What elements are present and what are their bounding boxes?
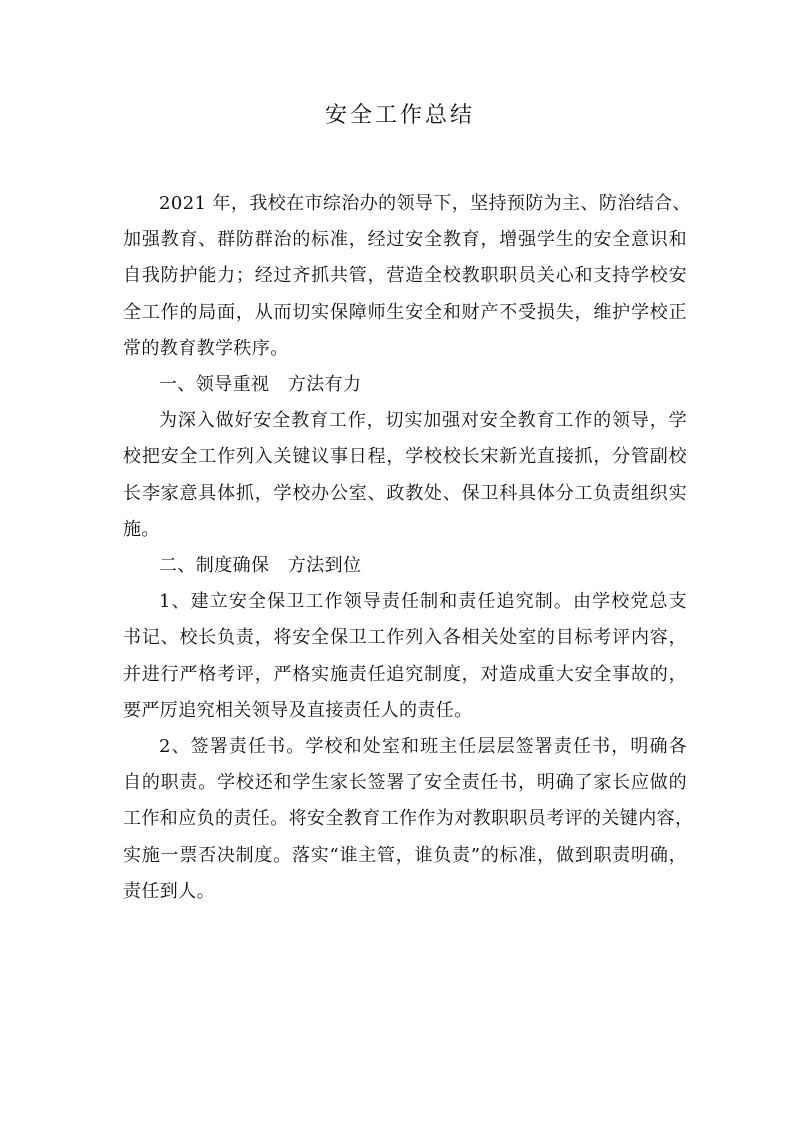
text-line: 2、签署责任书。学校和处室和班主任层层签署责任书，明确各 [159,736,687,758]
paragraph-section-1 [123,403,687,548]
text-line: 自我防护能力；经过齐抓共管，营造全校教职职员关心和支持学校安 [123,265,687,287]
text-line: 自的职责。学校还和学生家长签署了安全责任书，明确了家长应做的 [123,772,687,794]
text-line: 全工作的局面，从而切实保障师生安全和财产不受损失，维护学校正 [123,301,687,323]
text-line: 一、领导重视 方法有力 [159,374,362,396]
text-line: 责任到人。 [123,880,215,902]
text-line: 加强教育、群防群治的标准，经过安全教育，增强学生的安全意识和 [123,229,687,251]
text-line: 要严厉追究相关领导及直接责任人的责任。 [123,699,473,721]
document-body [123,186,694,910]
text-line: 2021 年，我校在市综治办的领导下，坚持预防为主、防治结合、 [159,193,691,214]
text-line: 校把安全工作列入关键议事日程，学校校长宋新光直接抓，分管副校 [123,446,687,468]
paragraph-intro [123,186,691,367]
text-line: 1、建立安全保卫工作领导责任制和责任追究制。由学校党总支 [159,591,687,613]
paragraph-item-2 [123,729,694,910]
paragraph-item-1 [123,584,687,729]
text-line: 实施一票否决制度。落实“谁主管，谁负责”的标准，做到职责明确， [123,844,687,866]
text-line: 工作和应负的责任。将安全教育工作作为对教职职员考评的关键内容， [123,808,694,830]
text-line: 书记、校长负责，将安全保卫工作列入各相关处室的目标考评内容， [123,627,687,649]
text-line: 长李家意具体抓，学校办公室、政教处、保卫科具体分工负责组织实 [123,482,687,504]
text-line: 二、制度确保 方法到位 [159,555,362,577]
section-heading-1 [123,367,687,403]
text-line: 施。 [123,518,160,540]
section-heading-2 [123,548,687,584]
text-line: 常的教育教学秩序。 [123,337,289,359]
document-title: 安全工作总结 [324,103,475,128]
text-line: 为深入做好安全教育工作，切实加强对安全教育工作的领导，学 [159,410,687,432]
text-line: 并进行严格考评，严格实施责任追究制度，对造成重大安全事故的， [123,663,687,685]
